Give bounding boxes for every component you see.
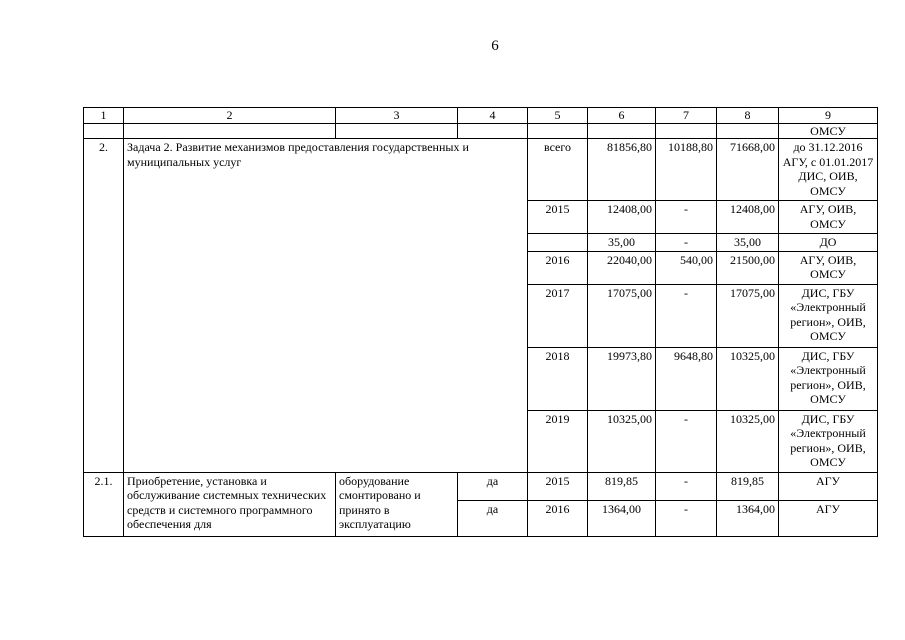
col8-cell: 1364,00: [717, 500, 779, 536]
col8-cell: 21500,00: [717, 251, 779, 284]
year-cell: 2017: [528, 284, 588, 347]
year-cell: 2015: [528, 201, 588, 234]
item-result: оборудование смонтировано и принято в эксплуатацию: [336, 472, 458, 536]
col7-cell: -: [656, 201, 717, 234]
item-number: 2.1.: [84, 472, 124, 536]
executor-cell: до 31.12.2016 АГУ, с 01.01.2017 ДИС, ОИВ, ОМСУ: [779, 139, 878, 201]
executor-cell: ДИС, ГБУ «Электронный регион», ОИВ, ОМСУ: [779, 410, 878, 472]
year-cell: [528, 234, 588, 252]
col8-cell: 71668,00: [717, 139, 779, 201]
executor-cell: АГУ: [779, 500, 878, 536]
col7-cell: 540,00: [656, 251, 717, 284]
col7-cell: -: [656, 500, 717, 536]
year-cell: 2019: [528, 410, 588, 472]
program-table: [83, 107, 878, 537]
page-number: 6: [491, 38, 499, 54]
executor-cell: АГУ, ОИВ, ОМСУ: [779, 201, 878, 234]
item-name: Приобретение, установка и обслуживание системных технических средств и системного программного обеспечения для: [124, 472, 336, 536]
header-cell-3: 3: [336, 108, 458, 124]
year-cell: 2016: [528, 500, 588, 536]
total-cell: 19973,80: [588, 347, 656, 410]
header-cell-8: 8: [717, 108, 779, 124]
col7-cell: -: [656, 284, 717, 347]
total-cell: 35,00: [588, 234, 656, 252]
total-cell: 17075,00: [588, 284, 656, 347]
header-cell-4: 4: [458, 108, 528, 124]
task-number: 2.: [84, 139, 124, 473]
executor-cell: АГУ: [779, 472, 878, 500]
total-cell: 10325,00: [588, 410, 656, 472]
executor-cell: АГУ, ОИВ, ОМСУ: [779, 251, 878, 284]
year-cell: 2016: [528, 251, 588, 284]
total-cell: 1364,00: [588, 500, 656, 536]
flag-cell: да: [458, 472, 528, 500]
total-cell: 819,85: [588, 472, 656, 500]
col7-cell: -: [656, 472, 717, 500]
header-cell-5: 5: [528, 108, 588, 124]
col7-cell: -: [656, 234, 717, 252]
total-cell: 12408,00: [588, 201, 656, 234]
task-name: Задача 2. Развитие механизмов предоставления государственных и муниципальных услуг: [124, 139, 528, 473]
header-cell-1: 1: [84, 108, 124, 124]
year-cell: всего: [528, 139, 588, 201]
col7-cell: 10188,80: [656, 139, 717, 201]
executor-cell: ДО: [779, 234, 878, 252]
header-cell-9: 9: [779, 108, 878, 124]
year-cell: 2015: [528, 472, 588, 500]
col7-cell: 9648,80: [656, 347, 717, 410]
executor-cell: ДИС, ГБУ «Электронный регион», ОИВ, ОМСУ: [779, 347, 878, 410]
task-row: [84, 139, 878, 201]
col8-cell: 819,85: [717, 472, 779, 500]
executor-cell: ДИС, ГБУ «Электронный регион», ОИВ, ОМСУ: [779, 284, 878, 347]
col8-cell: 17075,00: [717, 284, 779, 347]
header-cell-6: 6: [588, 108, 656, 124]
year-cell: 2018: [528, 347, 588, 410]
col8-cell: 10325,00: [717, 347, 779, 410]
header-cell-2: 2: [124, 108, 336, 124]
total-cell: 22040,00: [588, 251, 656, 284]
continuation-executor: ОМСУ: [779, 123, 878, 139]
header-cell-7: 7: [656, 108, 717, 124]
flag-cell: да: [458, 500, 528, 536]
header-row: [84, 108, 878, 124]
col8-cell: 35,00: [717, 234, 779, 252]
item-row: [84, 472, 878, 500]
continuation-row: [84, 123, 878, 139]
col8-cell: 12408,00: [717, 201, 779, 234]
col7-cell: -: [656, 410, 717, 472]
col8-cell: 10325,00: [717, 410, 779, 472]
total-cell: 81856,80: [588, 139, 656, 201]
